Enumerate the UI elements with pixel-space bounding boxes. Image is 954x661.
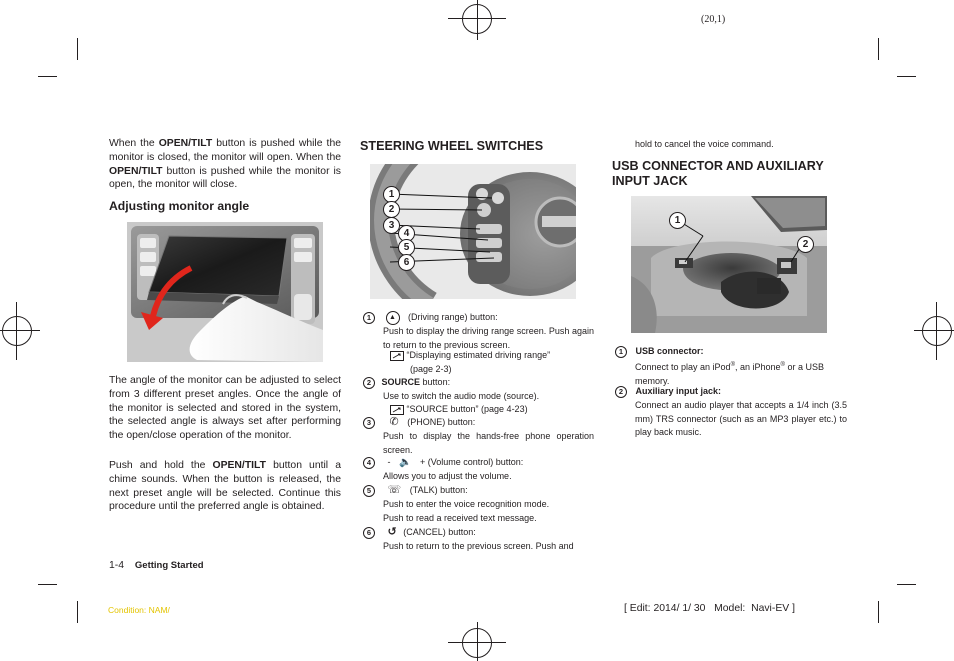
usb-heading: USB CONNECTOR AND AUXILIARY INPUT JACK — [612, 159, 824, 188]
usb-callout-1: 1 — [669, 212, 686, 229]
open-tilt-paragraph: Push and hold the OPEN/TILT button until a chime sounds. When the button is released, the next preset angle will be selected. Continue this procedure until the preferred angle is obtained. — [109, 460, 341, 513]
usb-item-1: 1 USB connector: — [615, 345, 847, 359]
callout-6: 6 — [398, 254, 415, 271]
usb-item-number-2: 2 — [615, 386, 627, 398]
steering-wheel-photo — [370, 164, 576, 299]
item-6-desc: Push to return to the previous screen. Push and — [383, 541, 574, 551]
monitor-photo-svg — [127, 222, 323, 362]
item-6: 6 ↺ (CANCEL) button: — [363, 526, 595, 540]
usb-photo-svg — [631, 196, 827, 333]
item-1-desc: Push to display the driving range screen. Push again to return to the previous screen. — [383, 326, 594, 350]
item-3: 3 ✆ (PHONE) button: — [363, 416, 595, 430]
usb-callout-2: 2 — [797, 236, 814, 253]
intro-paragraph: When the OPEN/TILT button is pushed while the monitor is closed, the monitor will open. When the OPEN/TILT button is pushed while the monitor is open, the monitor will close. — [109, 138, 342, 191]
item-number-4: 4 — [363, 457, 375, 469]
monitor-angle-paragraph: The angle of the monitor can be adjusted to select from 3 different preset angles. Once the angle of the monitor is selected and stored in the system, the selected angle is always set after performing the open/close operation of the monitor. — [109, 375, 341, 442]
usb-item-number-1: 1 — [615, 346, 627, 358]
item-5-desc-1: Push to enter the voice recognition mode. — [383, 499, 550, 509]
condition-label: Condition: NAM/ — [108, 605, 170, 615]
page-number: 1-4 Getting Started — [109, 560, 204, 571]
item-4: 4 - 🔈 + (Volume control) button: — [363, 456, 595, 470]
callout-4: 4 — [398, 225, 415, 242]
cancel-icon: ↺ — [387, 526, 397, 538]
reference-icon — [390, 405, 404, 415]
driving-range-icon: ▲ — [386, 311, 400, 325]
usb-connector-photo — [631, 196, 827, 333]
item-5: 5 ☏ (TALK) button: — [363, 484, 595, 498]
item-3-desc: Push to display the hands-free phone operation screen. — [383, 431, 594, 455]
callout-1: 1 — [383, 186, 400, 203]
item-number-5: 5 — [363, 485, 375, 497]
item-5-desc-2: Push to read a received text message. — [383, 513, 537, 523]
phone-icon: ✆ — [389, 416, 399, 428]
item-number-1: 1 — [363, 312, 375, 324]
monitor-angle-photo — [127, 222, 323, 362]
callout-2: 2 — [383, 201, 400, 218]
reference-icon — [390, 351, 404, 361]
item-number-6: 6 — [363, 527, 375, 539]
item-number-3: 3 — [363, 417, 375, 429]
item-2: 2 SOURCE button: — [363, 376, 595, 390]
volume-icon: 🔈 — [399, 457, 412, 468]
adjusting-monitor-heading: Adjusting monitor angle — [109, 199, 250, 213]
usb-item-1-desc: Connect to play an iPod®, an iPhone® or a USB memory. — [635, 362, 824, 386]
item-number-2: 2 — [363, 377, 375, 389]
callout-3: 3 — [383, 217, 400, 234]
talk-icon: ☏ — [387, 484, 402, 496]
cancel-continuation: hold to cancel the voice command. — [635, 139, 774, 149]
item-2-desc: Use to switch the audio mode (source). — [383, 391, 540, 401]
item-4-desc: Allows you to adjust the volume. — [383, 471, 512, 481]
page-code: (20,1) — [701, 14, 726, 25]
steering-wheel-switches-heading: STEERING WHEEL SWITCHES — [360, 139, 544, 153]
edit-info: [ Edit: 2014/ 1/ 30 Model: Navi-EV ] — [624, 603, 795, 614]
usb-item-2-desc: Connect an audio player that accepts a 1/4 inch (3.5 mm) TRS connector (such as an MP3 player etc.) to play back music. — [635, 400, 847, 437]
callout-5: 5 — [398, 239, 415, 256]
item-1: 1 ▲ (Driving range) button: — [363, 311, 595, 325]
usb-item-2: 2 Auxiliary input jack: — [615, 385, 847, 399]
item-1-ref: “Displaying estimated driving range” (page 2-3) — [390, 349, 590, 376]
item-2-ref: “SOURCE button” (page 4-23) — [390, 403, 590, 417]
